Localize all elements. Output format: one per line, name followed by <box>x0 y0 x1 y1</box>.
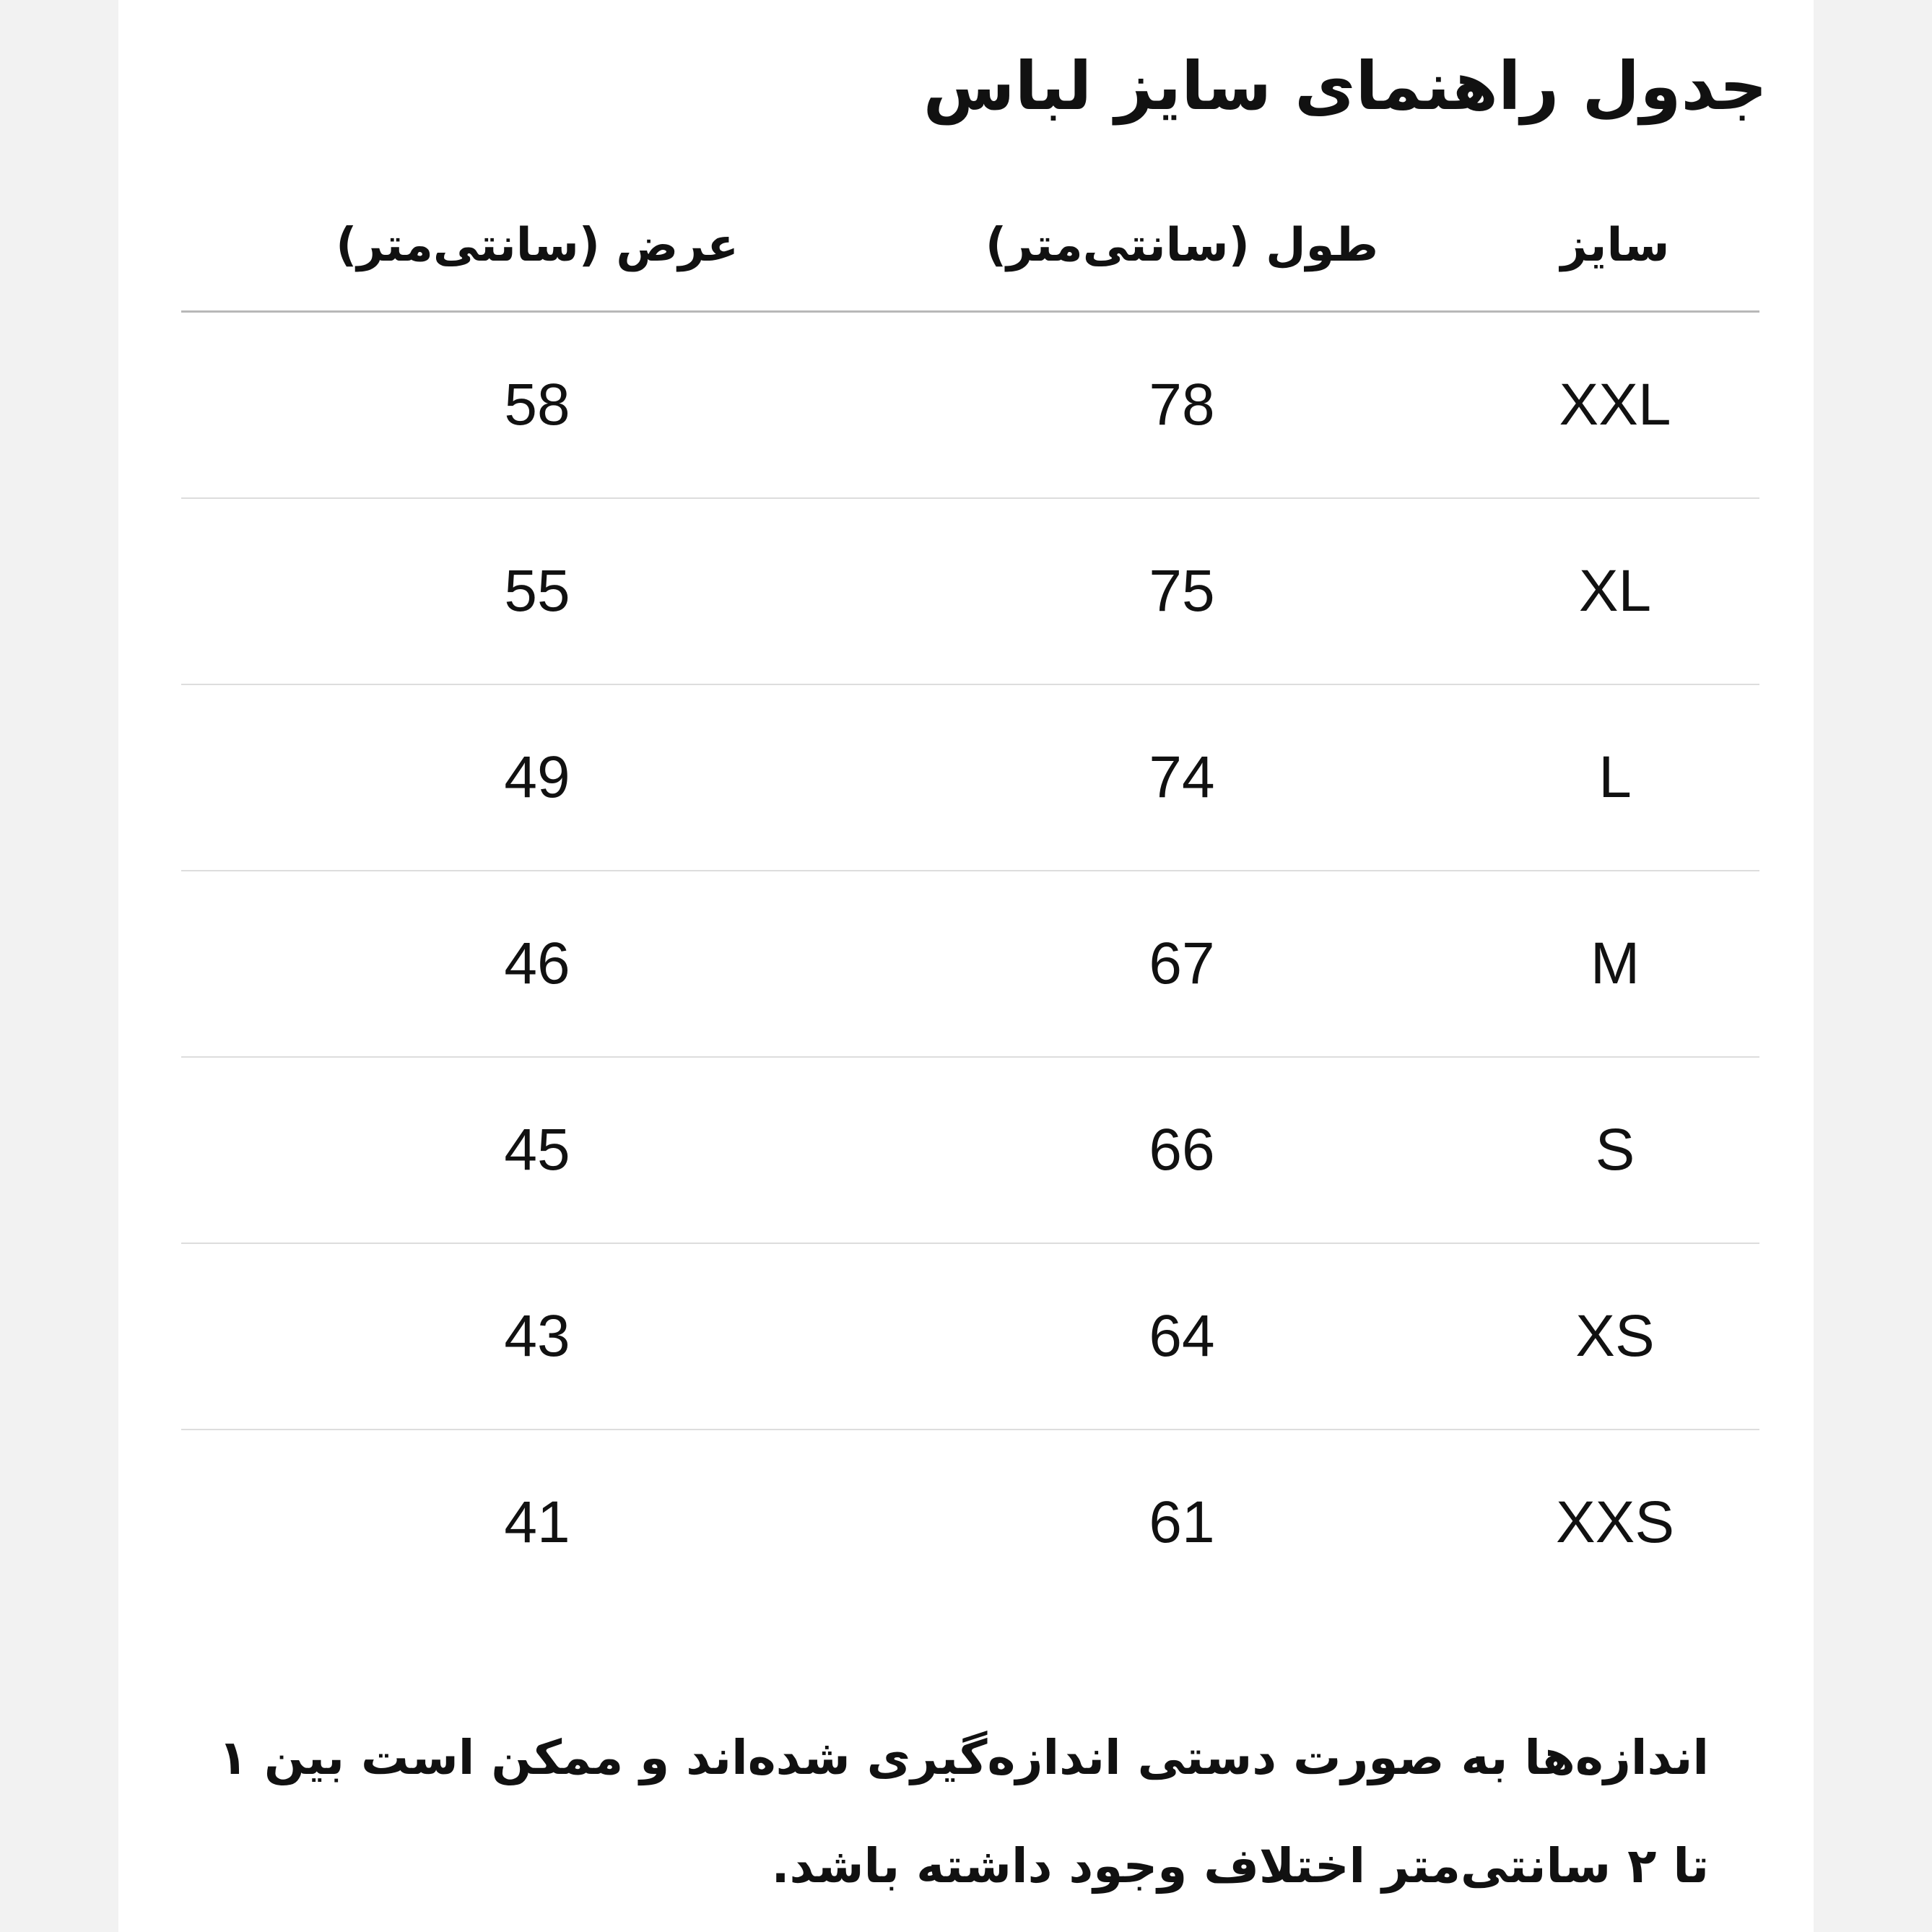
cell-length: 61 <box>1149 1489 1215 1555</box>
cell-size: XS <box>1471 1243 1759 1430</box>
table-row <box>181 871 1759 1057</box>
cell-size: M <box>1471 871 1759 1057</box>
cell-length: 74 <box>893 684 1471 871</box>
cell-length: 78 <box>893 312 1471 499</box>
cell-width: 49 <box>181 684 893 871</box>
column-header-width: عرض (سانتی‌متر) <box>181 180 893 312</box>
cell-size: L <box>1471 684 1759 871</box>
cell-length: 75 <box>893 498 1471 684</box>
cell-width: 55 <box>181 498 893 684</box>
column-header-size: سایز <box>1471 180 1759 312</box>
column-header-length: طول (سانتی‌متر) <box>893 180 1471 312</box>
cell-length: 66 <box>893 1057 1471 1243</box>
cell-length: 67 <box>893 871 1471 1057</box>
measurement-note: اندازه‌ها به صورت دستی اندازه‌گیری شده‌اند و ممکن است بین ۱ تا ۲ سانتی‌متر اختلاف وجود داشته باشد. <box>218 1730 1709 1894</box>
cell-size: XXS <box>1555 1489 1675 1555</box>
table-header-row <box>181 180 1759 312</box>
table-row <box>181 312 1759 499</box>
table-row <box>181 1243 1759 1430</box>
table-row <box>181 684 1759 871</box>
cell-width: 41 <box>504 1489 570 1555</box>
cell-size: S <box>1471 1057 1759 1243</box>
size-guide-card <box>118 0 1814 1932</box>
cell-size: XL <box>1471 498 1759 684</box>
cell-width: 58 <box>181 312 893 499</box>
cell-width: 46 <box>181 871 893 1057</box>
cell-size: XXL <box>1471 312 1759 499</box>
cell-length: 64 <box>893 1243 1471 1430</box>
size-table <box>181 180 1759 1615</box>
cell-width: 43 <box>181 1243 893 1430</box>
table-row <box>181 498 1759 684</box>
cell-width: 45 <box>181 1057 893 1243</box>
table-row <box>181 1430 1759 1615</box>
page-title: جدول راهنمای سایز لباس <box>923 48 1767 125</box>
table-row <box>181 1057 1759 1243</box>
